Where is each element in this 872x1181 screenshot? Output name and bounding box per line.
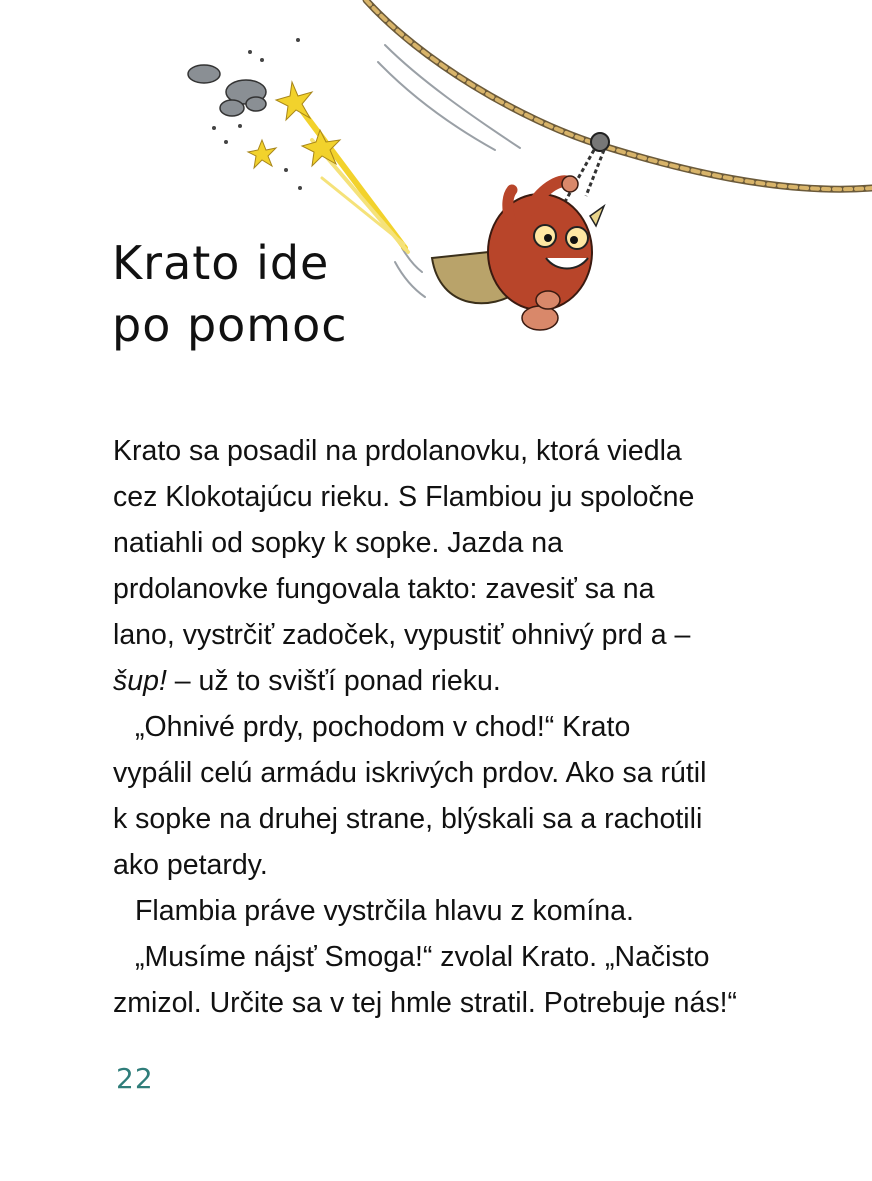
rope-icon: [366, 0, 872, 189]
paragraph-1-line-6: [113, 658, 793, 704]
paragraph-3-line-1: Flambia práve vystrčila hlavu z komína.: [135, 895, 634, 927]
chapter-title-line-1: Krato ide: [112, 236, 330, 290]
paragraph-4-line-1: „Musíme nájsť Smoga!“ zvolal Krato. „Načisto: [135, 941, 710, 973]
page-number: 22: [116, 1062, 154, 1095]
chapter-body: [113, 428, 793, 1026]
paragraph-2-line-4: ako petardy.: [113, 849, 268, 881]
creature-icon: [432, 176, 604, 330]
paragraph-1-line-4: prdolanovke fungovala takto: zavesiť sa na: [113, 573, 655, 605]
paragraph-2-line-2: vypálil celú armádu iskrivých prdov. Ako sa rútil: [113, 757, 707, 789]
paragraph-1-line-1: Krato sa posadil na prdolanovku, ktorá viedla: [113, 435, 682, 467]
chapter-title: [112, 232, 348, 356]
paragraph-1-line-2: cez Klokotajúcu rieku. S Flambiou ju spoločne: [113, 481, 695, 513]
paragraph-1-line-5: lano, vystrčiť zadoček, vypustiť ohnivý prd a –: [113, 619, 691, 651]
paragraph-2-line-3: k sopke na druhej strane, blýskali sa a rachotili: [113, 803, 703, 835]
paragraph-1-line-3: natiahli od sopky k sopke. Jazda na: [113, 527, 563, 559]
sound-effect-text: šup!: [113, 665, 167, 697]
paragraph-4-line-2: zmizol. Určite sa v tej hmle stratil. Potrebuje nás!“: [113, 987, 738, 1019]
smoke-icon: [188, 65, 266, 116]
paragraph-2-line-1: „Ohnivé prdy, pochodom v chod!“ Krato: [135, 711, 631, 743]
fire-spark-icon: [248, 82, 408, 252]
paragraph-1-line-6-rest: – už to svišťí ponad rieku.: [166, 665, 501, 697]
chapter-title-line-2: po pomoc: [112, 298, 348, 352]
